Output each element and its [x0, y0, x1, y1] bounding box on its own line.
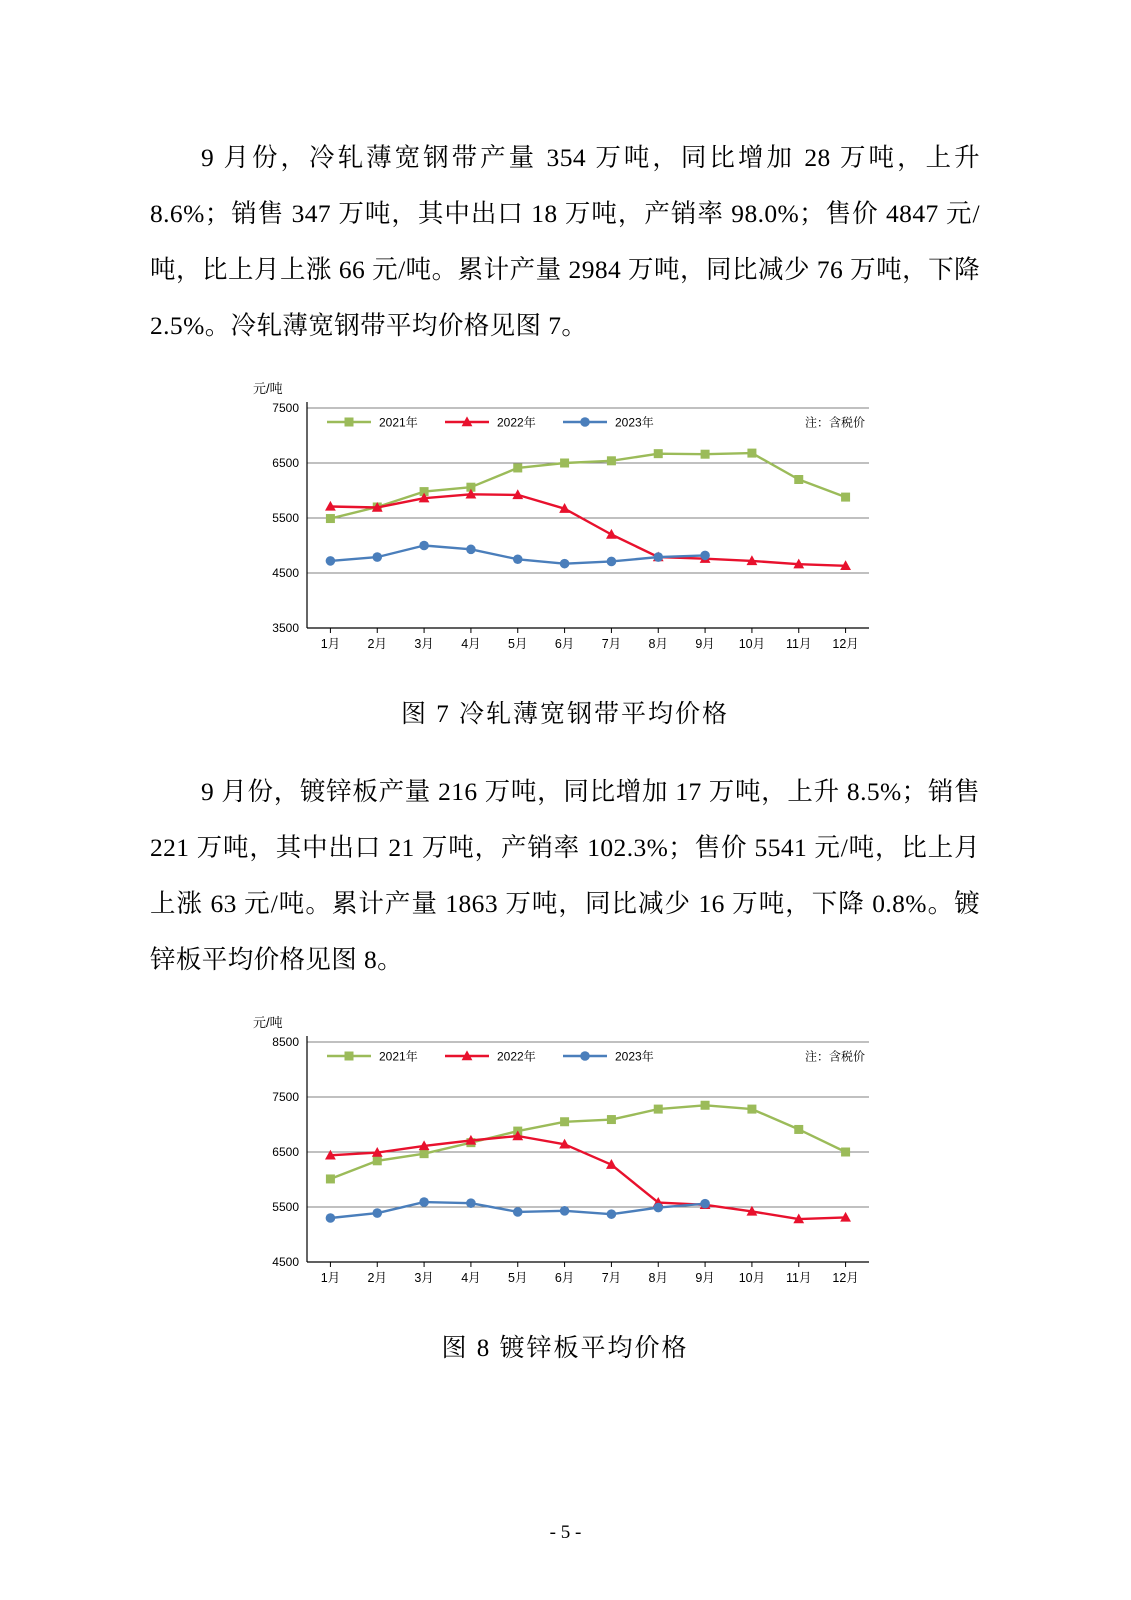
svg-text:10月: 10月	[738, 637, 766, 651]
svg-text:1月: 1月	[320, 1271, 341, 1285]
svg-text:7月: 7月	[601, 1271, 622, 1285]
svg-text:11月: 11月	[786, 637, 812, 651]
svg-text:5月: 5月	[508, 1271, 528, 1285]
svg-text:9月: 9月	[695, 637, 715, 651]
svg-text:5500: 5500	[272, 1200, 299, 1214]
svg-text:注：含税价: 注：含税价	[804, 1049, 865, 1064]
figure-7-caption: 图 7 冷轧薄宽钢带平均价格	[400, 701, 729, 728]
svg-text:2022年: 2022年	[497, 1049, 536, 1064]
svg-text:6月: 6月	[554, 1271, 575, 1285]
svg-text:9月: 9月	[695, 1271, 715, 1285]
svg-text:4500: 4500	[272, 566, 299, 580]
svg-text:8月: 8月	[648, 637, 668, 651]
paragraph-2: 9 月份，镀锌板产量 216 万吨，同比增加 17 万吨，上升 8.5%；销售 221 万吨，其中出口 21 万吨，产销率 102.3%；售价 5541 元/吨，比上月上涨 63 元/吨。累计产量 1863 万吨，同比减少 16 万吨，下降 0.8%。镀锌板平均价格见图 8。	[150, 777, 980, 974]
svg-text:12月: 12月	[832, 1271, 859, 1285]
svg-text:2023年: 2023年	[615, 1049, 654, 1064]
svg-text:12月: 12月	[832, 637, 859, 651]
svg-text:5500: 5500	[272, 511, 299, 525]
svg-text:11月: 11月	[786, 1271, 812, 1285]
chart8-svg	[245, 1014, 885, 1314]
svg-text:1月: 1月	[320, 637, 341, 651]
svg-text:4500: 4500	[272, 1255, 299, 1269]
svg-text:2021年: 2021年	[379, 1049, 418, 1064]
paragraph-1: 9 月份，冷轧薄宽钢带产量 354 万吨，同比增加 28 万吨，上升 8.6%；销售 347 万吨，其中出口 18 万吨，产销率 98.0%；售价 4847 元/吨，比上月上涨 66 元/吨。累计产量 2984 万吨，同比减少 76 万吨，下降 2.5%。冷轧薄宽钢带平均价格见图 7。	[150, 143, 980, 340]
svg-text:4月: 4月	[461, 1271, 481, 1285]
svg-text:10月: 10月	[738, 1271, 766, 1285]
svg-text:3月: 3月	[414, 637, 434, 651]
svg-text:7月: 7月	[601, 637, 622, 651]
svg-text:8月: 8月	[648, 1271, 668, 1285]
svg-text:6500: 6500	[272, 456, 299, 470]
chart-figure-8	[245, 1014, 885, 1314]
svg-text:2022年: 2022年	[497, 415, 536, 430]
svg-text:8500: 8500	[272, 1035, 299, 1049]
chart7-unit-label: 元/吨	[253, 381, 283, 396]
svg-text:2023年: 2023年	[615, 415, 654, 430]
figure-7-block	[150, 380, 980, 730]
svg-text:7500: 7500	[272, 1090, 299, 1104]
chart8-unit-label: 元/吨	[253, 1015, 283, 1030]
figure-8-block	[150, 1014, 980, 1364]
svg-text:5月: 5月	[508, 637, 528, 651]
chart-figure-7	[245, 380, 885, 680]
chart7-svg	[245, 380, 885, 680]
figure-8-caption: 图 8 镀锌板平均价格	[441, 1335, 689, 1362]
svg-text:注：含税价: 注：含税价	[804, 415, 865, 430]
svg-text:4月: 4月	[461, 637, 481, 651]
svg-text:6500: 6500	[272, 1145, 299, 1159]
svg-text:3月: 3月	[414, 1271, 434, 1285]
svg-text:6月: 6月	[554, 637, 575, 651]
svg-text:7500: 7500	[272, 401, 299, 415]
svg-text:2021年: 2021年	[379, 415, 418, 430]
svg-text:3500: 3500	[272, 621, 299, 635]
page-number: - 5 -	[549, 1522, 582, 1543]
svg-text:2月: 2月	[367, 637, 387, 651]
svg-text:2月: 2月	[367, 1271, 387, 1285]
page-content	[150, 130, 980, 1364]
